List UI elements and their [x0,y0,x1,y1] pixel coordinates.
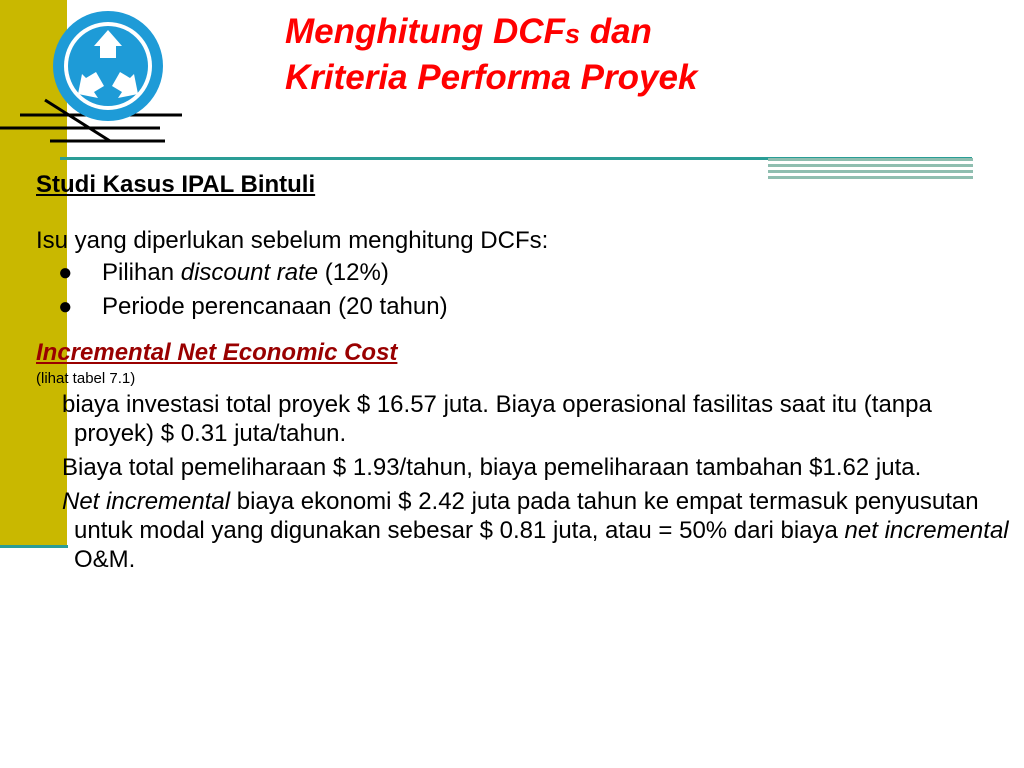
cost-item: biaya investasi total proyek $ 16.57 juta. Biaya operasional fasilitas saat itu (tanpa proyek) $ 0.31 juta/tahun. [62,391,932,447]
recycle-icon [50,8,166,124]
issues-intro: Isu yang diperlukan sebelum menghitung DCFs: [36,227,549,254]
title-text: Menghitung DCF [285,12,565,51]
title-text-end: dan [579,12,652,51]
bullet-dot: ● [58,293,73,320]
bullet-dot: ● [58,259,73,286]
slide-body [36,170,1016,574]
cost-item: Biaya total pemeliharaan $ 1.93/tahun, biaya pemeliharaan tambahan $1.62 juta. [62,454,922,481]
slide-title [285,10,697,100]
net-cost-heading: Incremental Net Economic Cost [36,339,398,366]
bullet-item: ● Pilihan discount rate (12%) [36,256,1016,290]
cost-item: Net incremental biaya ekonomi $ 2.42 juta pada tahun ke empat termasuk penyusutan untuk modal yang digunakan sebesar $ 0.81 juta, atau = 50% dari biaya net incremental O&M. [62,488,1009,573]
table-reference: (lihat tabel 7.1) [36,370,136,387]
case-study-heading: Studi Kasus IPAL Bintuli [36,171,316,198]
bullet-item: ● Periode perencanaan (20 tahun) [36,290,1016,324]
title-subscript: s [564,19,580,49]
title-line-2: Kriteria Performa Proyek [285,58,698,97]
title-line-1 [285,10,697,56]
